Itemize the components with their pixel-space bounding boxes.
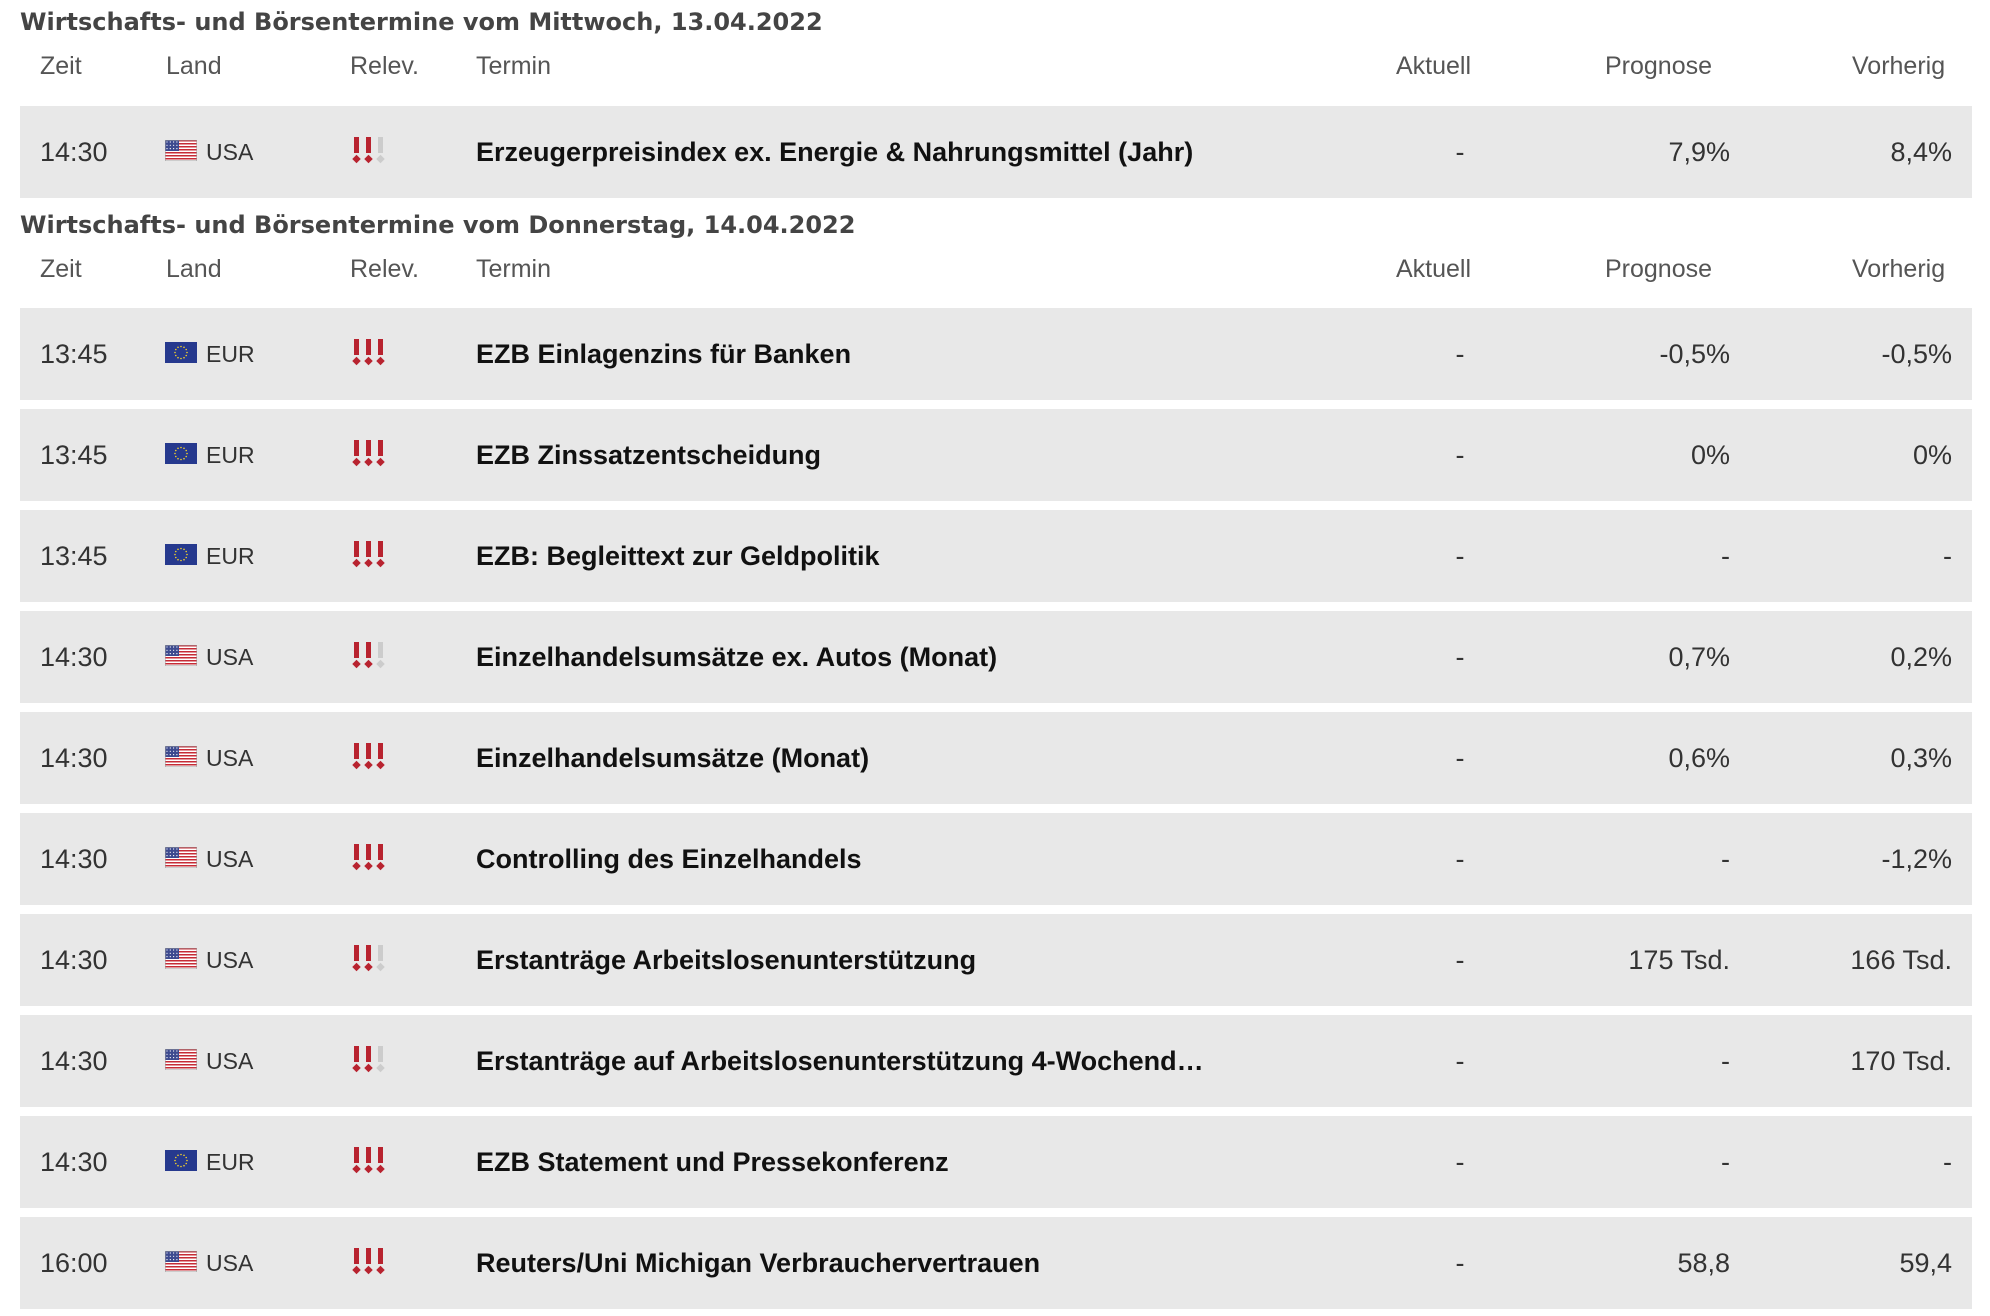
event-name[interactable]: EZB Statement und Pressekonferenz [476,1147,949,1177]
prognose-value: 7,9% [1668,137,1730,167]
event-name[interactable]: Erzeugerpreisindex ex. Energie & Nahrungsmittel (Jahr) [476,137,1194,167]
vorherig-value: -0,5% [1881,339,1952,369]
vorherig-value: 59,4 [1899,1248,1952,1278]
relevance-icon [350,540,390,570]
column-header-row [20,52,1972,104]
relevance-bar [354,743,359,759]
prognose-value: - [1721,1046,1730,1076]
relevance-bar [366,743,371,759]
relevance-bar [354,440,359,456]
table-row[interactable] [20,308,1972,400]
relevance-icon [350,136,390,166]
vorherig-value: -1,2% [1881,844,1952,874]
column-header-relev[interactable]: Relev. [350,255,420,283]
section-title: Wirtschafts- und Börsentermine vom Donnerstag, 14.04.2022 [20,211,856,239]
column-header-prognose[interactable]: Prognose [1605,52,1713,80]
event-time: 13:45 [40,541,108,571]
section-title: Wirtschafts- und Börsentermine vom Mittwoch, 13.04.2022 [20,8,823,36]
country-code: USA [206,1048,254,1074]
relevance-icon [350,742,390,772]
relevance-bar [354,1046,359,1062]
aktuell-value: - [1455,339,1465,369]
vorherig-value: 166 Tsd. [1850,945,1952,975]
aktuell-value: - [1455,642,1465,672]
relevance-icon [350,1045,390,1075]
relevance-icon [350,641,390,671]
prognose-value: 0,6% [1668,743,1730,773]
relevance-bar [378,137,383,153]
relevance-dot [376,963,384,971]
relevance-bar [378,642,383,658]
table-row[interactable] [20,1015,1972,1107]
aktuell-value: - [1455,137,1465,167]
table-row[interactable] [20,914,1972,1006]
aktuell-value: - [1455,743,1465,773]
relevance-bar [354,541,359,557]
relevance-bar [354,339,359,355]
table-row[interactable] [20,510,1972,602]
event-name[interactable]: EZB Einlagenzins für Banken [476,339,852,369]
relevance-dot [352,1165,360,1173]
event-time: 14:30 [40,844,108,874]
column-header-row [20,255,1972,307]
relevance-dot [364,660,372,668]
prognose-value: 175 Tsd. [1628,945,1730,975]
country-code: USA [206,947,254,973]
us-flag-icon [165,1049,197,1070]
relevance-dot [376,559,384,567]
prognose-value: - [1721,844,1730,874]
column-header-vorherig[interactable]: Vorherig [1852,255,1946,283]
relevance-bar [366,642,371,658]
relevance-bar [354,945,359,961]
prognose-value: 0% [1690,440,1730,470]
relevance-dot [364,357,372,365]
relevance-icon [350,944,390,974]
country-code: EUR [206,1149,255,1175]
relevance-bar [366,1046,371,1062]
country-code: USA [206,1250,254,1276]
relevance-bar [354,642,359,658]
column-header-zeit[interactable]: Zeit [40,52,82,80]
table-row[interactable] [20,712,1972,804]
relevance-icon [350,843,390,873]
table-row[interactable] [20,106,1972,198]
event-time: 14:30 [40,1147,108,1177]
event-time: 14:30 [40,1046,108,1076]
column-header-aktuell[interactable]: Aktuell [1396,255,1472,283]
relevance-bar [354,1147,359,1163]
column-header-termin[interactable]: Termin [476,52,552,80]
relevance-icon [350,1146,390,1176]
table-row[interactable] [20,611,1972,703]
relevance-dot [364,862,372,870]
relevance-bar [366,844,371,860]
relevance-dot [376,1165,384,1173]
vorherig-value: - [1943,1147,1952,1177]
relevance-dot [352,1064,360,1072]
event-name[interactable]: EZB: Begleittext zur Geldpolitik [476,541,880,571]
event-name[interactable]: Erstanträge auf Arbeitslosenunterstützung 4-Wochend… [476,1046,1204,1076]
relevance-dot [364,1266,372,1274]
vorherig-value: 0,3% [1890,743,1952,773]
relevance-bar [378,1147,383,1163]
column-header-zeit[interactable]: Zeit [40,255,82,283]
aktuell-value: - [1455,440,1465,470]
column-header-aktuell[interactable]: Aktuell [1396,52,1472,80]
relevance-bar [378,440,383,456]
relevance-dot [376,761,384,769]
relevance-bar [378,743,383,759]
relevance-dot [364,458,372,466]
relevance-dot [364,761,372,769]
country-code: USA [206,644,254,670]
relevance-dot [376,458,384,466]
prognose-value: - [1721,1147,1730,1177]
event-name[interactable]: EZB Zinssatzentscheidung [476,440,822,470]
eu-flag-icon [165,544,197,565]
relevance-dot [364,155,372,163]
country-code: USA [206,745,254,771]
relevance-dot [364,1064,372,1072]
column-header-land[interactable]: Land [166,255,222,283]
relevance-bar [354,137,359,153]
table-row[interactable] [20,1116,1972,1208]
event-time: 14:30 [40,137,108,167]
relevance-bar [366,1248,371,1264]
relevance-bar [378,339,383,355]
event-time: 14:30 [40,642,108,672]
event-name[interactable]: Reuters/Uni Michigan Verbrauchervertrauen [476,1248,1041,1278]
aktuell-value: - [1455,1147,1465,1177]
relevance-bar [366,945,371,961]
eu-flag-icon [165,342,197,363]
event-name[interactable]: Einzelhandelsumsätze (Monat) [476,743,870,773]
table-row[interactable] [20,1217,1972,1309]
eu-flag-icon [165,1150,197,1171]
relevance-dot [352,761,360,769]
relevance-dot [352,862,360,870]
country-code: USA [206,846,254,872]
us-flag-icon [165,948,197,969]
table-row[interactable] [20,409,1972,501]
prognose-value: - [1721,541,1730,571]
vorherig-value: 0,2% [1890,642,1952,672]
relevance-bar [378,1046,383,1062]
eu-flag-icon [165,443,197,464]
relevance-dot [364,963,372,971]
relevance-icon [350,338,390,368]
relevance-dot [352,660,360,668]
aktuell-value: - [1455,1248,1465,1278]
relevance-dot [352,155,360,163]
us-flag-icon [165,140,197,161]
table-row[interactable] [20,813,1972,905]
event-time: 14:30 [40,945,108,975]
vorherig-value: 0% [1912,440,1952,470]
relevance-dot [352,1266,360,1274]
event-name[interactable]: Einzelhandelsumsätze ex. Autos (Monat) [476,642,998,672]
relevance-bar [366,541,371,557]
relevance-dot [364,559,372,567]
prognose-value: 0,7% [1668,642,1730,672]
us-flag-icon [165,1251,197,1272]
country-code: EUR [206,442,255,468]
event-time: 13:45 [40,440,108,470]
relevance-dot [376,660,384,668]
vorherig-value: - [1943,541,1952,571]
column-header-land[interactable]: Land [166,52,222,80]
vorherig-value: 170 Tsd. [1850,1046,1952,1076]
relevance-bar [378,945,383,961]
relevance-dot [364,1165,372,1173]
aktuell-value: - [1455,945,1465,975]
relevance-bar [378,1248,383,1264]
vorherig-value: 8,4% [1890,137,1952,167]
relevance-bar [378,844,383,860]
prognose-value: 58,8 [1677,1248,1730,1278]
relevance-bar [354,1248,359,1264]
event-time: 14:30 [40,743,108,773]
column-header-relev[interactable]: Relev. [350,52,420,80]
aktuell-value: - [1455,1046,1465,1076]
relevance-bar [366,440,371,456]
relevance-dot [352,963,360,971]
column-header-termin[interactable]: Termin [476,255,552,283]
relevance-dot [376,1266,384,1274]
relevance-bar [366,137,371,153]
relevance-dot [376,862,384,870]
relevance-icon [350,1247,390,1277]
column-header-prognose[interactable]: Prognose [1605,255,1713,283]
aktuell-value: - [1455,541,1465,571]
relevance-dot [352,458,360,466]
aktuell-value: - [1455,844,1465,874]
us-flag-icon [165,645,197,666]
relevance-dot [376,357,384,365]
relevance-dot [352,559,360,567]
relevance-dot [376,1064,384,1072]
country-code: USA [206,139,254,165]
event-name[interactable]: Erstanträge Arbeitslosenunterstützung [476,945,977,975]
relevance-bar [354,844,359,860]
prognose-value: -0,5% [1659,339,1730,369]
event-time: 16:00 [40,1248,108,1278]
relevance-dot [352,357,360,365]
event-time: 13:45 [40,339,108,369]
relevance-bar [366,339,371,355]
event-name[interactable]: Controlling des Einzelhandels [476,844,862,874]
column-header-vorherig[interactable]: Vorherig [1852,52,1946,80]
relevance-bar [366,1147,371,1163]
country-code: EUR [206,543,255,569]
us-flag-icon [165,847,197,868]
us-flag-icon [165,746,197,767]
relevance-dot [376,155,384,163]
country-code: EUR [206,341,255,367]
relevance-bar [378,541,383,557]
relevance-icon [350,439,390,469]
